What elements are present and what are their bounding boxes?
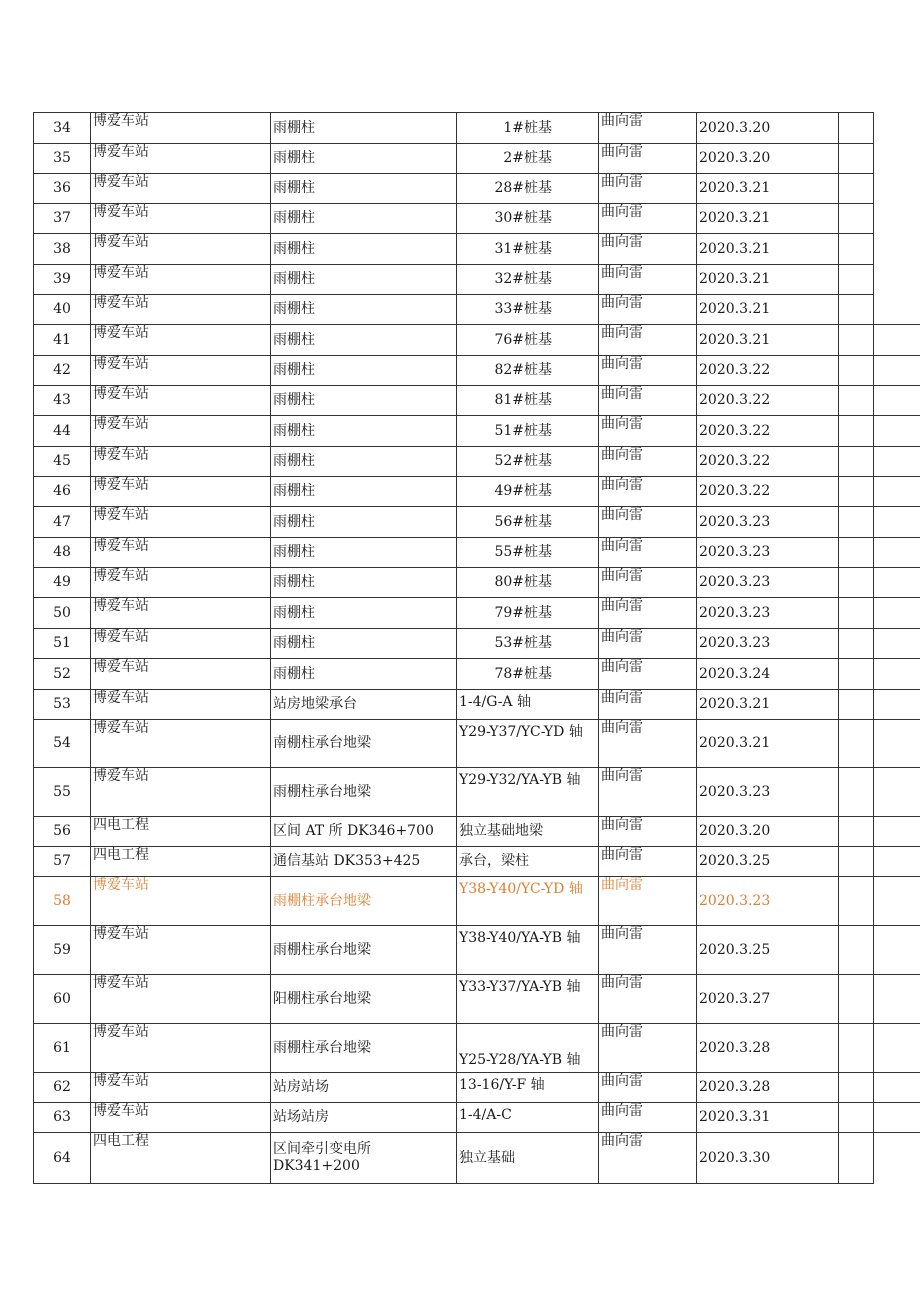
date-cell: 2020.3.21 bbox=[697, 265, 839, 295]
edge-line bbox=[872, 1132, 920, 1133]
item-cell: 雨棚柱 bbox=[271, 598, 457, 629]
item-cell: 站房站场 bbox=[271, 1073, 457, 1103]
row-number: 46 bbox=[34, 477, 91, 507]
inspector-cell: 曲向雷 bbox=[599, 1024, 697, 1073]
site-cell: 博爱车站 bbox=[91, 659, 271, 690]
edge-line bbox=[872, 876, 920, 877]
table-row bbox=[34, 1133, 874, 1184]
row-number: 55 bbox=[34, 768, 91, 817]
blank-cell bbox=[839, 568, 874, 598]
item-cell: 雨棚柱 bbox=[271, 659, 457, 690]
item-cell: 雨棚柱 bbox=[271, 477, 457, 507]
item-cell: 南棚柱承台地梁 bbox=[271, 720, 457, 768]
date-cell: 2020.3.20 bbox=[697, 113, 839, 144]
date-cell: 2020.3.20 bbox=[697, 817, 839, 847]
date-cell: 2020.3.21 bbox=[697, 325, 839, 356]
table-row bbox=[34, 416, 874, 447]
table-row bbox=[34, 659, 874, 690]
location-cell: 独立基础 bbox=[457, 1133, 599, 1184]
item-cell: 雨棚柱承台地梁 bbox=[271, 926, 457, 975]
item-cell: 雨棚柱 bbox=[271, 356, 457, 386]
edge-line bbox=[872, 628, 920, 629]
location-cell: 56#桩基 bbox=[457, 507, 599, 538]
edge-line bbox=[872, 567, 920, 568]
location-cell: 1#桩基 bbox=[457, 113, 599, 144]
blank-cell bbox=[839, 265, 874, 295]
table-row bbox=[34, 690, 874, 720]
blank-cell bbox=[839, 356, 874, 386]
site-cell: 四电工程 bbox=[91, 847, 271, 877]
inspector-cell: 曲向雷 bbox=[599, 113, 697, 144]
inspector-cell: 曲向雷 bbox=[599, 538, 697, 568]
row-number: 60 bbox=[34, 975, 91, 1024]
location-cell: 52#桩基 bbox=[457, 447, 599, 477]
inspector-cell: 曲向雷 bbox=[599, 174, 697, 204]
edge-line bbox=[872, 506, 920, 507]
row-number: 63 bbox=[34, 1103, 91, 1133]
inspector-cell: 曲向雷 bbox=[599, 975, 697, 1024]
table-row bbox=[34, 507, 874, 538]
row-number: 52 bbox=[34, 659, 91, 690]
table-row bbox=[34, 1024, 874, 1073]
location-cell: 79#桩基 bbox=[457, 598, 599, 629]
row-number: 43 bbox=[34, 386, 91, 416]
item-cell: 雨棚柱承台地梁 bbox=[271, 1024, 457, 1073]
site-cell: 博爱车站 bbox=[91, 568, 271, 598]
date-cell: 2020.3.21 bbox=[697, 295, 839, 325]
table-row bbox=[34, 356, 874, 386]
inspector-cell: 曲向雷 bbox=[599, 144, 697, 174]
blank-cell bbox=[839, 113, 874, 144]
blank-cell bbox=[839, 477, 874, 507]
location-cell: Y33-Y37/YA-YB 轴 bbox=[457, 975, 599, 1024]
inspector-cell: 曲向雷 bbox=[599, 598, 697, 629]
site-cell: 博爱车站 bbox=[91, 386, 271, 416]
inspector-cell: 曲向雷 bbox=[599, 416, 697, 447]
edge-line bbox=[872, 846, 920, 847]
site-cell: 博爱车站 bbox=[91, 629, 271, 659]
site-cell: 博爱车站 bbox=[91, 174, 271, 204]
site-cell: 博爱车站 bbox=[91, 113, 271, 144]
row-number: 62 bbox=[34, 1073, 91, 1103]
date-cell: 2020.3.25 bbox=[697, 847, 839, 877]
edge-line bbox=[872, 974, 920, 975]
item-cell: 雨棚柱 bbox=[271, 447, 457, 477]
location-cell: 82#桩基 bbox=[457, 356, 599, 386]
date-cell: 2020.3.23 bbox=[697, 568, 839, 598]
blank-cell bbox=[839, 325, 874, 356]
row-number: 50 bbox=[34, 598, 91, 629]
blank-cell bbox=[839, 1133, 874, 1184]
location-cell: 78#桩基 bbox=[457, 659, 599, 690]
date-cell: 2020.3.22 bbox=[697, 447, 839, 477]
location-cell: 承台，梁柱 bbox=[457, 847, 599, 877]
item-cell: 雨棚柱 bbox=[271, 325, 457, 356]
date-cell: 2020.3.27 bbox=[697, 975, 839, 1024]
blank-cell bbox=[839, 690, 874, 720]
row-number: 53 bbox=[34, 690, 91, 720]
blank-cell bbox=[839, 768, 874, 817]
blank-cell bbox=[839, 295, 874, 325]
site-cell: 博爱车站 bbox=[91, 477, 271, 507]
blank-cell bbox=[839, 926, 874, 975]
table-row bbox=[34, 174, 874, 204]
blank-cell bbox=[839, 598, 874, 629]
item-cell: 站场站房 bbox=[271, 1103, 457, 1133]
site-cell: 博爱车站 bbox=[91, 1024, 271, 1073]
table-row bbox=[34, 877, 874, 926]
table-row bbox=[34, 477, 874, 507]
row-number: 41 bbox=[34, 325, 91, 356]
blank-cell bbox=[839, 847, 874, 877]
edge-line bbox=[872, 1023, 920, 1024]
row-number: 59 bbox=[34, 926, 91, 975]
date-cell: 2020.3.23 bbox=[697, 538, 839, 568]
blank-cell bbox=[839, 629, 874, 659]
edge-line bbox=[872, 816, 920, 817]
edge-line bbox=[872, 767, 920, 768]
date-cell: 2020.3.30 bbox=[697, 1133, 839, 1184]
location-cell: 55#桩基 bbox=[457, 538, 599, 568]
blank-cell bbox=[839, 447, 874, 477]
item-cell: 雨棚柱 bbox=[271, 234, 457, 265]
date-cell: 2020.3.21 bbox=[697, 204, 839, 234]
table-row bbox=[34, 204, 874, 234]
table-row bbox=[34, 538, 874, 568]
location-cell: 1-4/A-C bbox=[457, 1103, 599, 1133]
inspector-cell: 曲向雷 bbox=[599, 295, 697, 325]
location-cell: 1-4/G-A 轴 bbox=[457, 690, 599, 720]
inspector-cell: 曲向雷 bbox=[599, 1133, 697, 1184]
table-row bbox=[34, 720, 874, 768]
blank-cell bbox=[839, 720, 874, 768]
date-cell: 2020.3.22 bbox=[697, 386, 839, 416]
table-row bbox=[34, 1103, 874, 1133]
table-row bbox=[34, 847, 874, 877]
location-cell: 32#桩基 bbox=[457, 265, 599, 295]
location-cell: 13-16/Y-F 轴 bbox=[457, 1073, 599, 1103]
inspector-cell: 曲向雷 bbox=[599, 204, 697, 234]
inspector-cell: 曲向雷 bbox=[599, 507, 697, 538]
blank-cell bbox=[839, 877, 874, 926]
edge-line bbox=[872, 597, 920, 598]
item-cell: 区间 AT 所 DK346+700 bbox=[271, 817, 457, 847]
inspector-cell: 曲向雷 bbox=[599, 386, 697, 416]
row-number: 42 bbox=[34, 356, 91, 386]
edge-line bbox=[872, 355, 920, 356]
site-cell: 博爱车站 bbox=[91, 1103, 271, 1133]
site-cell: 博爱车站 bbox=[91, 265, 271, 295]
row-number: 48 bbox=[34, 538, 91, 568]
site-cell: 博爱车站 bbox=[91, 144, 271, 174]
table-row bbox=[34, 975, 874, 1024]
blank-cell bbox=[839, 975, 874, 1024]
item-cell: 雨棚柱承台地梁 bbox=[271, 768, 457, 817]
row-number: 40 bbox=[34, 295, 91, 325]
location-cell: 76#桩基 bbox=[457, 325, 599, 356]
inspector-cell: 曲向雷 bbox=[599, 659, 697, 690]
table-row bbox=[34, 629, 874, 659]
date-cell: 2020.3.25 bbox=[697, 926, 839, 975]
inspector-cell: 曲向雷 bbox=[599, 234, 697, 265]
location-cell: Y29-Y37/YC-YD 轴 bbox=[457, 720, 599, 768]
table-row bbox=[34, 386, 874, 416]
item-cell: 雨棚柱 bbox=[271, 568, 457, 598]
row-number: 57 bbox=[34, 847, 91, 877]
inspector-cell: 曲向雷 bbox=[599, 768, 697, 817]
inspector-cell: 曲向雷 bbox=[599, 926, 697, 975]
date-cell: 2020.3.24 bbox=[697, 659, 839, 690]
item-cell: 雨棚柱 bbox=[271, 265, 457, 295]
blank-cell bbox=[839, 144, 874, 174]
item-cell: 站房地梁承台 bbox=[271, 690, 457, 720]
site-cell: 博爱车站 bbox=[91, 447, 271, 477]
site-cell: 博爱车站 bbox=[91, 204, 271, 234]
item-cell: 雨棚柱承台地梁 bbox=[271, 877, 457, 926]
table-row bbox=[34, 768, 874, 817]
row-number: 47 bbox=[34, 507, 91, 538]
table-row bbox=[34, 325, 874, 356]
site-cell: 博爱车站 bbox=[91, 234, 271, 265]
row-number: 37 bbox=[34, 204, 91, 234]
location-cell: Y29-Y32/YA-YB 轴 bbox=[457, 768, 599, 817]
inspector-cell: 曲向雷 bbox=[599, 847, 697, 877]
site-cell: 博爱车站 bbox=[91, 507, 271, 538]
inspector-cell: 曲向雷 bbox=[599, 447, 697, 477]
blank-cell bbox=[839, 174, 874, 204]
blank-cell bbox=[839, 386, 874, 416]
site-cell: 博爱车站 bbox=[91, 295, 271, 325]
date-cell: 2020.3.21 bbox=[697, 690, 839, 720]
site-cell: 博爱车站 bbox=[91, 416, 271, 447]
date-cell: 2020.3.21 bbox=[697, 174, 839, 204]
date-cell: 2020.3.23 bbox=[697, 507, 839, 538]
item-cell: 雨棚柱 bbox=[271, 113, 457, 144]
location-cell: 53#桩基 bbox=[457, 629, 599, 659]
table-row bbox=[34, 817, 874, 847]
edge-line bbox=[872, 324, 920, 325]
site-cell: 博爱车站 bbox=[91, 325, 271, 356]
row-number: 44 bbox=[34, 416, 91, 447]
table-body bbox=[34, 113, 874, 1184]
date-cell: 2020.3.28 bbox=[697, 1073, 839, 1103]
site-cell: 博爱车站 bbox=[91, 768, 271, 817]
item-cell: 雨棚柱 bbox=[271, 538, 457, 568]
blank-cell bbox=[839, 416, 874, 447]
edge-line bbox=[872, 415, 920, 416]
site-cell: 博爱车站 bbox=[91, 877, 271, 926]
blank-cell bbox=[839, 1073, 874, 1103]
item-cell: 阳棚柱承台地梁 bbox=[271, 975, 457, 1024]
inspector-cell: 曲向雷 bbox=[599, 720, 697, 768]
inspector-cell: 曲向雷 bbox=[599, 477, 697, 507]
row-number: 34 bbox=[34, 113, 91, 144]
table-row bbox=[34, 144, 874, 174]
site-cell: 博爱车站 bbox=[91, 1073, 271, 1103]
item-cell: 雨棚柱 bbox=[271, 416, 457, 447]
table-row bbox=[34, 598, 874, 629]
site-cell: 博爱车站 bbox=[91, 975, 271, 1024]
inspector-cell: 曲向雷 bbox=[599, 325, 697, 356]
edge-line bbox=[872, 476, 920, 477]
location-cell: 31#桩基 bbox=[457, 234, 599, 265]
edge-line bbox=[872, 689, 920, 690]
inspector-cell: 曲向雷 bbox=[599, 1103, 697, 1133]
site-cell: 博爱车站 bbox=[91, 356, 271, 386]
date-cell: 2020.3.22 bbox=[697, 477, 839, 507]
date-cell: 2020.3.22 bbox=[697, 356, 839, 386]
item-cell: 区间牵引变电所 DK341+200 bbox=[271, 1133, 457, 1184]
location-cell: 81#桩基 bbox=[457, 386, 599, 416]
blank-cell bbox=[839, 234, 874, 265]
date-cell: 2020.3.28 bbox=[697, 1024, 839, 1073]
location-cell: 2#桩基 bbox=[457, 144, 599, 174]
table-row bbox=[34, 295, 874, 325]
row-number: 45 bbox=[34, 447, 91, 477]
table-row bbox=[34, 926, 874, 975]
date-cell: 2020.3.21 bbox=[697, 720, 839, 768]
item-cell: 雨棚柱 bbox=[271, 144, 457, 174]
table-row bbox=[34, 265, 874, 295]
inspector-cell: 曲向雷 bbox=[599, 690, 697, 720]
item-cell: 雨棚柱 bbox=[271, 295, 457, 325]
inspector-cell: 曲向雷 bbox=[599, 265, 697, 295]
row-number: 39 bbox=[34, 265, 91, 295]
inspector-cell: 曲向雷 bbox=[599, 629, 697, 659]
site-cell: 博爱车站 bbox=[91, 720, 271, 768]
table-row bbox=[34, 568, 874, 598]
edge-line bbox=[872, 385, 920, 386]
inspector-cell: 曲向雷 bbox=[599, 877, 697, 926]
site-cell: 博爱车站 bbox=[91, 690, 271, 720]
row-number: 38 bbox=[34, 234, 91, 265]
item-cell: 雨棚柱 bbox=[271, 204, 457, 234]
edge-line bbox=[872, 925, 920, 926]
location-cell: 49#桩基 bbox=[457, 477, 599, 507]
row-number: 49 bbox=[34, 568, 91, 598]
inspector-cell: 曲向雷 bbox=[599, 356, 697, 386]
row-number: 64 bbox=[34, 1133, 91, 1184]
blank-cell bbox=[839, 1103, 874, 1133]
date-cell: 2020.3.20 bbox=[697, 144, 839, 174]
blank-cell bbox=[839, 659, 874, 690]
edge-line bbox=[872, 1102, 920, 1103]
date-cell: 2020.3.23 bbox=[697, 877, 839, 926]
table-row bbox=[34, 113, 874, 144]
row-number: 54 bbox=[34, 720, 91, 768]
location-cell: 80#桩基 bbox=[457, 568, 599, 598]
blank-cell bbox=[839, 507, 874, 538]
site-cell: 四电工程 bbox=[91, 1133, 271, 1184]
location-cell: 独立基础地梁 bbox=[457, 817, 599, 847]
edge-line bbox=[872, 537, 920, 538]
date-cell: 2020.3.22 bbox=[697, 416, 839, 447]
blank-cell bbox=[839, 204, 874, 234]
inspection-table bbox=[33, 112, 874, 1184]
location-cell: Y38-Y40/YC-YD 轴 bbox=[457, 877, 599, 926]
inspector-cell: 曲向雷 bbox=[599, 568, 697, 598]
location-cell: 51#桩基 bbox=[457, 416, 599, 447]
location-cell: Y25-Y28/YA-YB 轴 bbox=[457, 1024, 599, 1073]
site-cell: 四电工程 bbox=[91, 817, 271, 847]
location-cell: Y38-Y40/YA-YB 轴 bbox=[457, 926, 599, 975]
site-cell: 博爱车站 bbox=[91, 926, 271, 975]
blank-cell bbox=[839, 817, 874, 847]
site-cell: 博爱车站 bbox=[91, 538, 271, 568]
row-number: 61 bbox=[34, 1024, 91, 1073]
row-number: 51 bbox=[34, 629, 91, 659]
blank-cell bbox=[839, 538, 874, 568]
blank-cell bbox=[839, 1024, 874, 1073]
edge-line bbox=[872, 658, 920, 659]
item-cell: 雨棚柱 bbox=[271, 507, 457, 538]
item-cell: 雨棚柱 bbox=[271, 629, 457, 659]
date-cell: 2020.3.23 bbox=[697, 629, 839, 659]
edge-line bbox=[872, 446, 920, 447]
location-cell: 30#桩基 bbox=[457, 204, 599, 234]
inspector-cell: 曲向雷 bbox=[599, 1073, 697, 1103]
date-cell: 2020.3.21 bbox=[697, 234, 839, 265]
site-cell: 博爱车站 bbox=[91, 598, 271, 629]
table-row bbox=[34, 447, 874, 477]
row-number: 58 bbox=[34, 877, 91, 926]
row-number: 36 bbox=[34, 174, 91, 204]
date-cell: 2020.3.23 bbox=[697, 598, 839, 629]
edge-line bbox=[872, 719, 920, 720]
date-cell: 2020.3.31 bbox=[697, 1103, 839, 1133]
item-cell: 雨棚柱 bbox=[271, 174, 457, 204]
table-row bbox=[34, 234, 874, 265]
item-cell: 通信基站 DK353+425 bbox=[271, 847, 457, 877]
edge-line bbox=[872, 1072, 920, 1073]
location-cell: 33#桩基 bbox=[457, 295, 599, 325]
table-row bbox=[34, 1073, 874, 1103]
item-cell: 雨棚柱 bbox=[271, 386, 457, 416]
date-cell: 2020.3.23 bbox=[697, 768, 839, 817]
inspector-cell: 曲向雷 bbox=[599, 817, 697, 847]
row-number: 56 bbox=[34, 817, 91, 847]
row-number: 35 bbox=[34, 144, 91, 174]
location-cell: 28#桩基 bbox=[457, 174, 599, 204]
